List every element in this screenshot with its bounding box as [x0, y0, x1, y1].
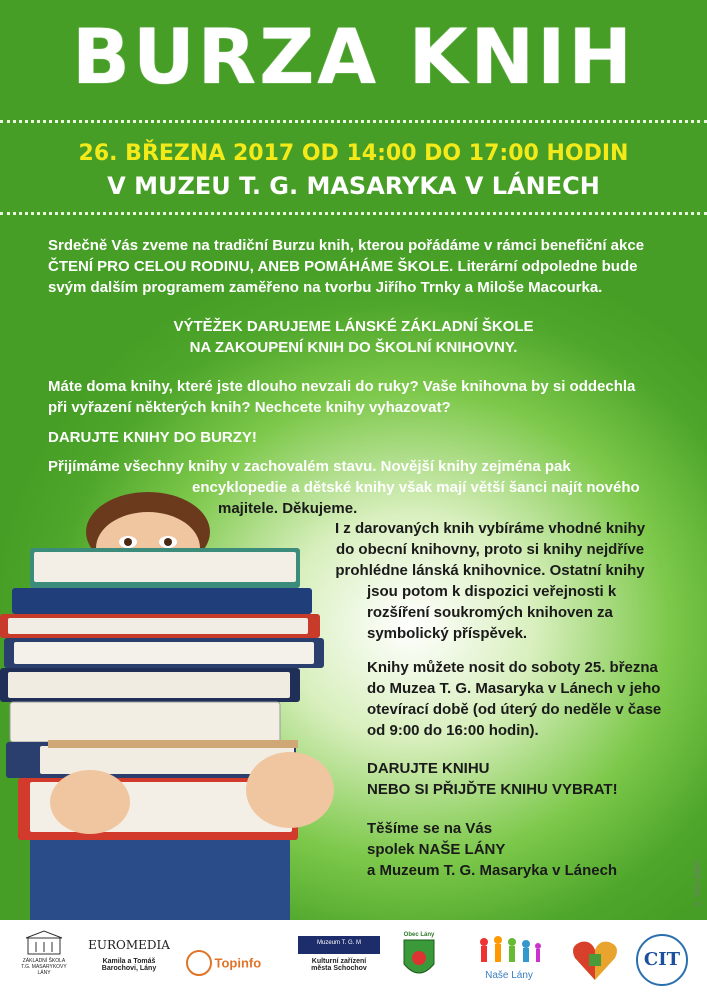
- donate-heading: DARUJTE KNIHY DO BURZY!: [48, 429, 257, 446]
- closing-line: spolek NAŠE LÁNY: [367, 841, 506, 858]
- question-paragraph: [48, 376, 635, 418]
- intro-line: Srdečně Vás zveme na tradiční Burzu knih, kterou pořádáme v rámci benefiční akce: [48, 237, 645, 254]
- closing-line: a Muzeum T. G. Masaryka v Lánech: [367, 862, 618, 879]
- obec-lany-text: Obec Lány: [403, 932, 435, 938]
- selection-line: prohlédne lánská knihovnice. Ostatní knihy: [335, 562, 645, 579]
- cta-line: NEBO SI PŘIJĎTE KNIHU VYBRAT!: [367, 781, 618, 798]
- selection-paragraph: [320, 518, 660, 581]
- poster-title: BURZA KNIH: [72, 12, 635, 101]
- closing-block: [367, 818, 617, 881]
- dotted-divider-bottom: [0, 212, 707, 215]
- cta-block: [367, 758, 618, 800]
- kid-right-hand: [246, 752, 334, 828]
- topinfo-icon: [186, 950, 212, 976]
- topinfo-logo-text: Topinfo: [214, 955, 262, 971]
- cta-line: DARUJTE KNIHU: [367, 760, 490, 777]
- coat-of-arms-icon: [402, 938, 436, 982]
- delivery-line: otevírací době (od úterý do neděle v čase: [367, 701, 662, 718]
- school-puzzle-logo: [566, 932, 624, 986]
- proceeds-line: NA ZAKOUPENÍ KNIH DO ŠKOLNÍ KNIHOVNY.: [189, 339, 518, 356]
- school-logo: [18, 930, 70, 976]
- museum-logo: [298, 936, 380, 972]
- museum-logo-text: Kulturní zařízení města Schochov: [311, 958, 367, 972]
- accept-line-3: majitele. Děkujeme.: [218, 500, 358, 517]
- kid-with-books-illustration: [0, 490, 345, 920]
- puzzle-heart-icon: [569, 932, 621, 984]
- euromedia-logo-text: EUROMEDIA: [88, 938, 170, 952]
- school-building-icon: [24, 930, 64, 956]
- school-logo-text: ZÁKLADNÍ ŠKOLA T.G. MASARYKOVY LÁNY: [21, 958, 67, 976]
- cit-globe-icon: CIT: [636, 934, 688, 986]
- dotted-divider-top: [0, 120, 707, 123]
- accept-line-1: Přijímáme všechny knihy v zachovalém stavu. Novější knihy zejména pak: [48, 458, 571, 475]
- delivery-paragraph: [367, 657, 661, 741]
- question-line: při vyřazení některých knih? Nechcete knihy vyhazovat?: [48, 399, 451, 416]
- selection-line: rozšíření soukromých knihoven za: [367, 604, 613, 621]
- proceeds-line: VÝTĚŽEK DARUJEME LÁNSKÉ ZÁKLADNÍ ŠKOLE: [173, 318, 534, 335]
- euromedia-sponsor-text: Kamila a Tomáš Barochovi, Lány: [101, 958, 157, 972]
- proceeds-statement: [0, 316, 707, 358]
- nase-lany-text: Naše Lány: [485, 970, 533, 981]
- intro-paragraph: [48, 235, 644, 298]
- question-line: Máte doma knihy, které jste dlouho nevzali do ruky? Vaše knihovna by si oddechla: [48, 378, 636, 395]
- museum-logo-box: Muzeum T. G. M: [298, 936, 380, 954]
- delivery-line: do Muzea T. G. Masaryka v Lánech v jeho: [367, 680, 661, 697]
- family-figures-icon: [474, 934, 544, 968]
- selection-line: symbolický příspěvek.: [367, 625, 528, 642]
- sponsor-logos-strip: [0, 920, 707, 1000]
- topinfo-logo: [186, 950, 276, 976]
- selection-line: jsou potom k dispozici veřejnosti k: [367, 583, 617, 600]
- photo-credit: © velící papíci: [694, 860, 701, 906]
- venue-line: V MUZEU T. G. MASARYKA V LÁNECH: [107, 172, 600, 200]
- accept-line-2: encyklopedie a dětské knihy však mají větší šanci najít nového: [192, 479, 640, 496]
- selection-line: do obecní knihovny, proto si knihy nejdříve: [335, 541, 645, 558]
- closing-line: Těšíme se na Vás: [367, 820, 493, 837]
- nase-lany-logo: [470, 934, 548, 981]
- delivery-line: Knihy můžete nosit do soboty 25. března: [367, 659, 658, 676]
- euromedia-logo: [84, 938, 174, 972]
- cit-logo: [632, 934, 692, 986]
- intro-line: svým dalším programem zaměřeno na tvorbu Jiřího Trnky a Miloše Macourka.: [48, 279, 603, 296]
- selection-line: I z darovaných knih vybíráme vhodné knihy: [334, 520, 646, 537]
- obec-lany-logo: [394, 932, 444, 984]
- selection-paragraph-2: [367, 581, 616, 644]
- kid-left-hand: [50, 770, 130, 834]
- intro-line: ČTENÍ PRO CELOU RODINU, ANEB POMÁHÁME ŠKOLE. Literární odpoledne bude: [48, 258, 638, 275]
- delivery-line: od 9:00 do 16:00 hodin).: [367, 722, 539, 739]
- date-line: 26. BŘEZNA 2017 OD 14:00 DO 17:00 HODIN: [78, 141, 629, 166]
